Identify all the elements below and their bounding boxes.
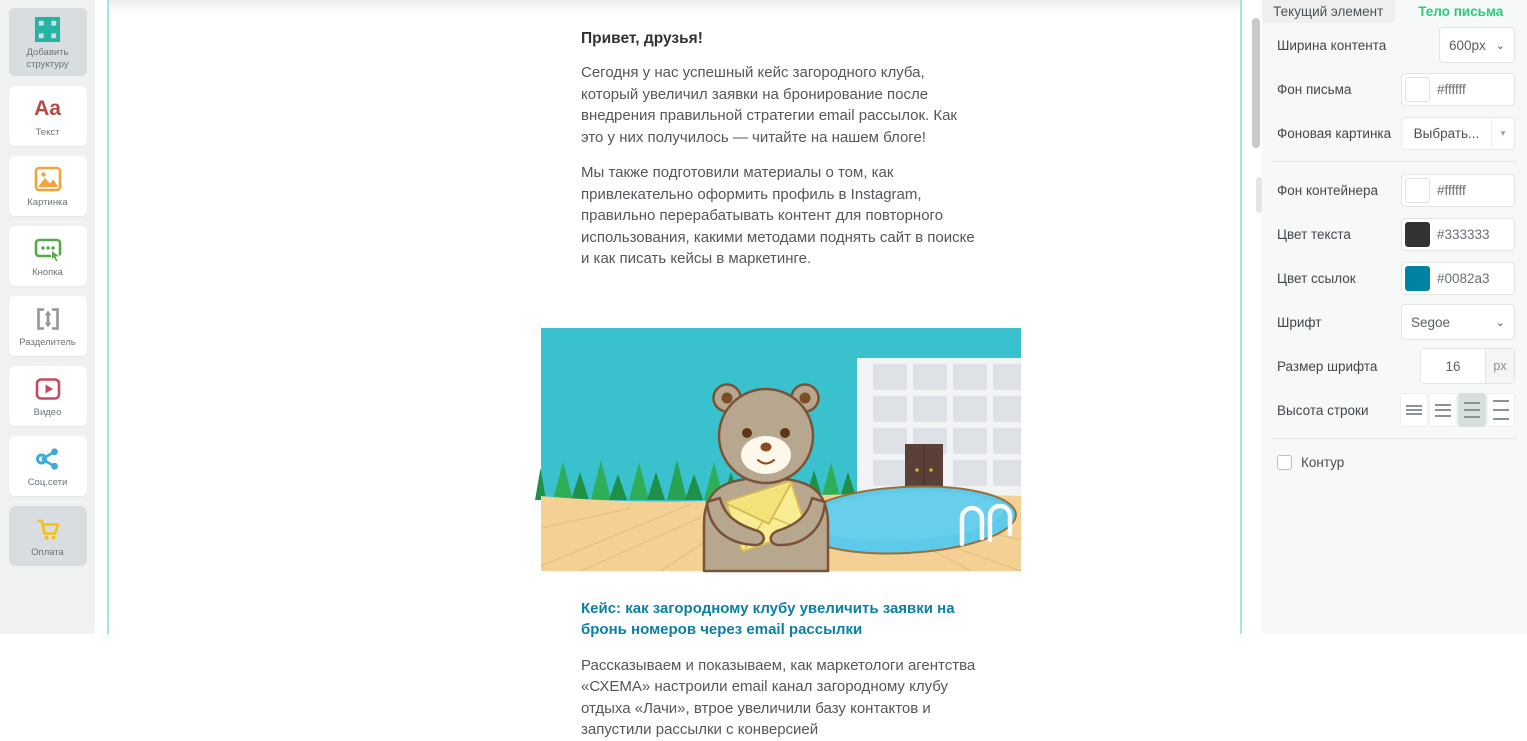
row-outline — [1262, 445, 1527, 470]
sidebar-item-video[interactable] — [9, 366, 87, 426]
text-color-swatch[interactable] — [1405, 222, 1430, 247]
font-select[interactable] — [1401, 304, 1515, 340]
text-color-label: Цвет текста — [1277, 227, 1351, 242]
line-height-label: Высота строки — [1277, 403, 1369, 418]
sidebar-item-social[interactable] — [9, 436, 87, 496]
section-divider — [1272, 438, 1517, 439]
chevron-down-icon: ⌄ — [1496, 316, 1505, 329]
line-height-option[interactable] — [1429, 393, 1457, 427]
choose-image-button[interactable]: Выбрать... — [1401, 117, 1491, 150]
email-paragraph[interactable]: Рассказываем и показываем, как маркетологи агентства «СХЕМА» настроили email канал загородному клубу отдыха «Лачи», втрое увеличили базу контактов и запустили рассылки с конверсией — [581, 655, 981, 741]
sidebar-item-image[interactable] — [9, 156, 87, 216]
font-label: Шрифт — [1277, 315, 1321, 330]
background-image-control — [1401, 117, 1515, 150]
sidebar-item-label: Видео — [34, 407, 62, 419]
block-sidebar — [0, 0, 95, 634]
line-height-options — [1400, 393, 1515, 427]
line-height-option[interactable] — [1458, 393, 1486, 427]
background-image-label: Фоновая картинка — [1277, 126, 1391, 141]
content-width-label: Ширина контента — [1277, 38, 1386, 53]
font-size-unit: px — [1485, 349, 1514, 383]
row-container-background — [1262, 168, 1527, 212]
sidebar-item-payment[interactable] — [9, 506, 87, 566]
email-canvas[interactable] — [109, 0, 1240, 634]
outline-label[interactable]: Контур — [1301, 455, 1344, 470]
text-color-input[interactable] — [1401, 218, 1515, 251]
cart-icon — [34, 514, 62, 544]
text-icon: Aa — [34, 94, 61, 124]
row-email-background — [1262, 67, 1527, 111]
canvas-right-guide — [1240, 0, 1242, 634]
sidebar-item-label: Соц.сети — [28, 477, 68, 489]
tab-current-element[interactable]: Текущий элемент — [1262, 0, 1395, 23]
sidebar-item-add-structure[interactable] — [9, 8, 87, 76]
outline-checkbox[interactable] — [1277, 455, 1292, 470]
choose-image-dropdown-arrow[interactable]: ▾ — [1491, 117, 1515, 150]
font-size-input[interactable] — [1421, 349, 1485, 383]
email-paragraph[interactable]: Сегодня у нас успешный кейс загородного клуба, который увеличил заявки на бронирование после внедрения правильной стратегии email рассылок. Как это у них получилось — читайте на нашем блоге! — [581, 62, 981, 148]
container-background-swatch[interactable] — [1405, 178, 1430, 203]
sidebar-item-label: Оплата — [31, 547, 64, 559]
structure-grid-icon — [34, 14, 61, 44]
font-size-label: Размер шрифта — [1277, 359, 1377, 374]
row-background-image — [1262, 111, 1527, 155]
email-paragraph[interactable]: Мы также подготовили материалы о том, как привлекательно оформить профиль в Instagram, правильно перерабатывать контент для повторного использования, какими методами поднять сайт в поиске и как писать кейсы в маркетинге. — [581, 162, 981, 270]
canvas-left-guide — [107, 0, 109, 634]
email-background-swatch[interactable] — [1405, 77, 1430, 102]
settings-panel — [1262, 0, 1527, 634]
row-line-height — [1262, 388, 1527, 432]
link-color-input[interactable] — [1401, 262, 1515, 295]
social-icon — [34, 444, 62, 474]
row-font — [1262, 300, 1527, 344]
email-background-label: Фон письма — [1277, 82, 1351, 97]
email-link-heading[interactable]: Кейс: как загородному клубу увеличить заявки на бронь номеров через email рассылки — [581, 598, 981, 641]
link-color-swatch[interactable] — [1405, 266, 1430, 291]
content-width-value: 600px — [1449, 38, 1486, 53]
sidebar-item-button[interactable] — [9, 226, 87, 286]
font-size-control — [1420, 348, 1515, 384]
line-height-option[interactable] — [1400, 393, 1428, 427]
sidebar-item-label: Текст — [36, 127, 60, 139]
image-icon — [34, 164, 62, 194]
email-body[interactable] — [541, 0, 1021, 741]
bear-pool-illustration — [541, 328, 1021, 571]
divider-icon — [34, 304, 62, 334]
email-background-input[interactable] — [1401, 73, 1515, 106]
chevron-down-icon: ⌄ — [1496, 39, 1505, 52]
email-illustration[interactable] — [541, 328, 1021, 571]
link-color-value[interactable] — [1437, 271, 1515, 286]
sidebar-item-divider[interactable] — [9, 296, 87, 356]
section-divider — [1272, 161, 1517, 162]
sidebar-item-label: Разделитель — [19, 337, 75, 349]
sidebar-item-label: Кнопка — [32, 267, 63, 279]
row-font-size — [1262, 344, 1527, 388]
row-link-color — [1262, 256, 1527, 300]
content-width-select[interactable] — [1439, 27, 1515, 63]
panel-scrollbar-track — [1242, 0, 1263, 634]
link-color-label: Цвет ссылок — [1277, 271, 1356, 286]
panel-scrollbar-thumb[interactable] — [1252, 18, 1260, 148]
row-content-width — [1262, 23, 1527, 67]
row-text-color — [1262, 212, 1527, 256]
sidebar-item-label: Картинка — [27, 197, 67, 209]
tab-email-body[interactable]: Тело письма — [1395, 0, 1527, 23]
text-color-value[interactable] — [1437, 227, 1515, 242]
sidebar-item-text[interactable] — [9, 86, 87, 146]
email-heading[interactable]: Привет, друзья! — [581, 30, 981, 48]
container-background-value[interactable] — [1437, 183, 1515, 198]
panel-tabs — [1262, 0, 1527, 23]
video-icon — [34, 374, 62, 404]
email-background-value[interactable] — [1437, 82, 1515, 97]
container-background-input[interactable] — [1401, 174, 1515, 207]
line-height-option[interactable] — [1487, 393, 1515, 427]
button-icon — [34, 234, 62, 264]
sidebar-item-label: Добавить структуру — [11, 47, 85, 70]
font-value: Segoe — [1411, 315, 1450, 330]
container-background-label: Фон контейнера — [1277, 183, 1378, 198]
